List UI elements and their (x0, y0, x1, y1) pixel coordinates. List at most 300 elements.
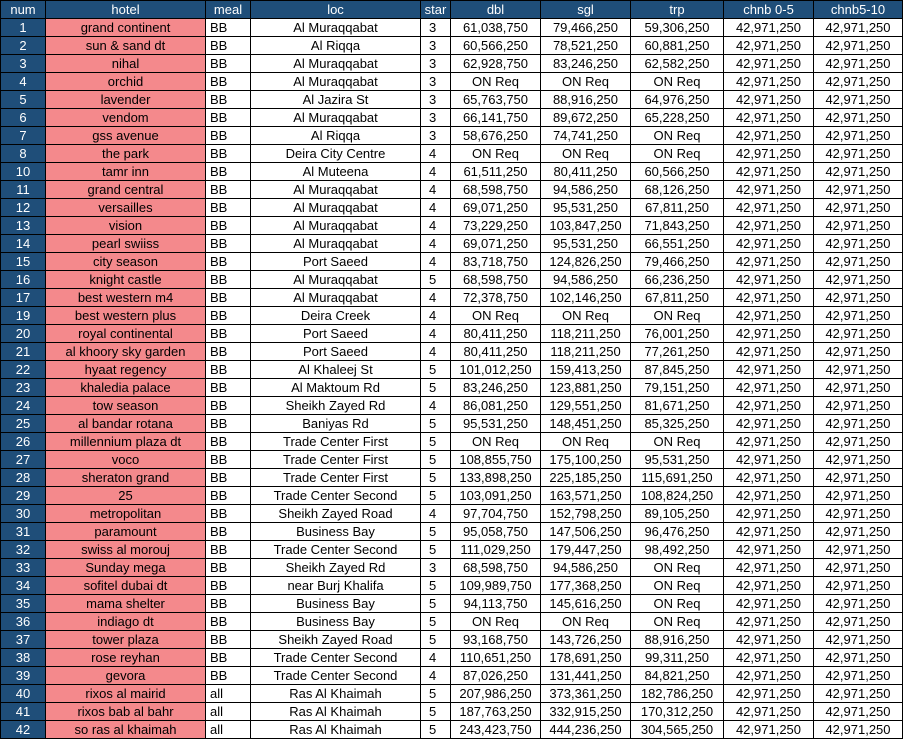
cell-chnb-5-10: 42,971,250 (814, 307, 903, 325)
cell-star: 5 (421, 595, 451, 613)
cell-chnb-0-5: 42,971,250 (724, 685, 814, 703)
cell-sgl: 129,551,250 (541, 397, 631, 415)
cell-trp: 89,105,250 (631, 505, 724, 523)
cell-chnb-0-5: 42,971,250 (724, 487, 814, 505)
cell-loc: Sheikh Zayed Road (251, 505, 421, 523)
cell-num: 3 (1, 55, 46, 73)
cell-num: 24 (1, 397, 46, 415)
cell-dbl: 111,029,250 (451, 541, 541, 559)
cell-meal: BB (206, 577, 251, 595)
cell-hotel: best western plus (46, 307, 206, 325)
cell-trp: 81,671,250 (631, 397, 724, 415)
cell-meal: all (206, 721, 251, 739)
cell-star: 3 (421, 19, 451, 37)
cell-loc: Al Khaleej St (251, 361, 421, 379)
cell-hotel: sheraton grand (46, 469, 206, 487)
cell-chnb-5-10: 42,971,250 (814, 433, 903, 451)
cell-num: 15 (1, 253, 46, 271)
cell-dbl: 80,411,250 (451, 343, 541, 361)
cell-num: 10 (1, 163, 46, 181)
cell-meal: BB (206, 91, 251, 109)
cell-loc: Port Saeed (251, 325, 421, 343)
cell-chnb-0-5: 42,971,250 (724, 667, 814, 685)
cell-dbl: 109,989,750 (451, 577, 541, 595)
cell-star: 5 (421, 271, 451, 289)
cell-sgl: 373,361,250 (541, 685, 631, 703)
cell-star: 5 (421, 631, 451, 649)
cell-star: 3 (421, 73, 451, 91)
cell-chnb-5-10: 42,971,250 (814, 379, 903, 397)
cell-star: 3 (421, 91, 451, 109)
cell-trp: 64,976,250 (631, 91, 724, 109)
cell-meal: BB (206, 235, 251, 253)
cell-chnb-5-10: 42,971,250 (814, 91, 903, 109)
cell-star: 4 (421, 325, 451, 343)
cell-trp: 60,566,250 (631, 163, 724, 181)
table-row (1, 145, 903, 163)
table-row (1, 73, 903, 91)
cell-hotel: vision (46, 217, 206, 235)
cell-chnb-5-10: 42,971,250 (814, 271, 903, 289)
cell-chnb-0-5: 42,971,250 (724, 649, 814, 667)
table-row (1, 253, 903, 271)
cell-hotel: sun & sand dt (46, 37, 206, 55)
cell-chnb-0-5: 42,971,250 (724, 721, 814, 739)
cell-chnb-5-10: 42,971,250 (814, 109, 903, 127)
cell-loc: Trade Center Second (251, 541, 421, 559)
cell-num: 12 (1, 199, 46, 217)
cell-loc: Al Muraqqabat (251, 181, 421, 199)
cell-chnb-0-5: 42,971,250 (724, 55, 814, 73)
cell-star: 3 (421, 55, 451, 73)
table-body (1, 19, 903, 739)
cell-sgl: 95,531,250 (541, 235, 631, 253)
cell-meal: BB (206, 451, 251, 469)
cell-hotel: hyaat regency (46, 361, 206, 379)
cell-loc: Trade Center First (251, 451, 421, 469)
cell-chnb-5-10: 42,971,250 (814, 595, 903, 613)
cell-trp: ON Req (631, 433, 724, 451)
cell-trp: ON Req (631, 613, 724, 631)
cell-num: 35 (1, 595, 46, 613)
cell-hotel: khaledia palace (46, 379, 206, 397)
cell-hotel: al bandar rotana (46, 415, 206, 433)
table-row (1, 433, 903, 451)
cell-num: 38 (1, 649, 46, 667)
cell-dbl: 69,071,250 (451, 199, 541, 217)
cell-num: 31 (1, 523, 46, 541)
cell-sgl: ON Req (541, 145, 631, 163)
cell-dbl: 103,091,250 (451, 487, 541, 505)
header-dbl: dbl (451, 1, 541, 19)
cell-dbl: ON Req (451, 433, 541, 451)
cell-num: 16 (1, 271, 46, 289)
cell-sgl: 124,826,250 (541, 253, 631, 271)
cell-loc: Al Muraqqabat (251, 19, 421, 37)
cell-sgl: ON Req (541, 613, 631, 631)
cell-num: 11 (1, 181, 46, 199)
cell-chnb-0-5: 42,971,250 (724, 433, 814, 451)
cell-hotel: orchid (46, 73, 206, 91)
cell-trp: 68,126,250 (631, 181, 724, 199)
cell-hotel: rixos al mairid (46, 685, 206, 703)
table-row (1, 307, 903, 325)
cell-star: 5 (421, 721, 451, 739)
cell-chnb-0-5: 42,971,250 (724, 595, 814, 613)
table-row (1, 523, 903, 541)
cell-chnb-5-10: 42,971,250 (814, 649, 903, 667)
cell-chnb-5-10: 42,971,250 (814, 235, 903, 253)
cell-num: 40 (1, 685, 46, 703)
cell-star: 5 (421, 469, 451, 487)
cell-meal: BB (206, 325, 251, 343)
cell-sgl: 332,915,250 (541, 703, 631, 721)
cell-star: 4 (421, 397, 451, 415)
cell-chnb-5-10: 42,971,250 (814, 325, 903, 343)
cell-chnb-0-5: 42,971,250 (724, 271, 814, 289)
cell-sgl: ON Req (541, 307, 631, 325)
table-row (1, 55, 903, 73)
cell-hotel: rose reyhan (46, 649, 206, 667)
cell-chnb-5-10: 42,971,250 (814, 541, 903, 559)
table-row (1, 361, 903, 379)
cell-dbl: 108,855,750 (451, 451, 541, 469)
cell-num: 20 (1, 325, 46, 343)
cell-loc: Al Muraqqabat (251, 199, 421, 217)
header-sgl: sgl (541, 1, 631, 19)
cell-chnb-0-5: 42,971,250 (724, 451, 814, 469)
cell-loc: Trade Center First (251, 469, 421, 487)
cell-num: 39 (1, 667, 46, 685)
cell-star: 4 (421, 667, 451, 685)
cell-meal: BB (206, 613, 251, 631)
cell-chnb-0-5: 42,971,250 (724, 289, 814, 307)
cell-meal: BB (206, 55, 251, 73)
cell-chnb-5-10: 42,971,250 (814, 469, 903, 487)
cell-star: 3 (421, 559, 451, 577)
table-row (1, 721, 903, 739)
cell-trp: 170,312,250 (631, 703, 724, 721)
cell-num: 2 (1, 37, 46, 55)
cell-dbl: 65,763,750 (451, 91, 541, 109)
table-row (1, 91, 903, 109)
cell-loc: Business Bay (251, 523, 421, 541)
cell-trp: 115,691,250 (631, 469, 724, 487)
cell-meal: BB (206, 631, 251, 649)
cell-loc: Trade Center First (251, 433, 421, 451)
cell-chnb-0-5: 42,971,250 (724, 307, 814, 325)
cell-chnb-0-5: 42,971,250 (724, 559, 814, 577)
cell-meal: BB (206, 73, 251, 91)
cell-chnb-5-10: 42,971,250 (814, 37, 903, 55)
cell-hotel: tower plaza (46, 631, 206, 649)
cell-loc: Trade Center Second (251, 649, 421, 667)
cell-chnb-0-5: 42,971,250 (724, 19, 814, 37)
cell-meal: BB (206, 37, 251, 55)
cell-hotel: tamr inn (46, 163, 206, 181)
cell-trp: ON Req (631, 307, 724, 325)
cell-dbl: 80,411,250 (451, 325, 541, 343)
cell-hotel: knight castle (46, 271, 206, 289)
cell-num: 25 (1, 415, 46, 433)
cell-hotel: swiss al morouj (46, 541, 206, 559)
cell-loc: Al Muraqqabat (251, 235, 421, 253)
cell-sgl: 94,586,250 (541, 559, 631, 577)
cell-dbl: 133,898,250 (451, 469, 541, 487)
header-chnb-5-10: chnb5-10 (814, 1, 903, 19)
cell-star: 5 (421, 703, 451, 721)
cell-dbl: ON Req (451, 73, 541, 91)
cell-hotel: so ras al khaimah (46, 721, 206, 739)
cell-dbl: 87,026,250 (451, 667, 541, 685)
cell-hotel: paramount (46, 523, 206, 541)
cell-sgl: 95,531,250 (541, 199, 631, 217)
cell-num: 27 (1, 451, 46, 469)
cell-hotel: grand central (46, 181, 206, 199)
cell-meal: BB (206, 253, 251, 271)
header-chnb-0-5: chnb 0-5 (724, 1, 814, 19)
cell-chnb-5-10: 42,971,250 (814, 361, 903, 379)
cell-chnb-5-10: 42,971,250 (814, 577, 903, 595)
cell-star: 3 (421, 127, 451, 145)
cell-loc: Al Riqqa (251, 37, 421, 55)
table-row (1, 649, 903, 667)
cell-chnb-0-5: 42,971,250 (724, 379, 814, 397)
cell-hotel: the park (46, 145, 206, 163)
header-star: star (421, 1, 451, 19)
cell-star: 5 (421, 577, 451, 595)
cell-num: 7 (1, 127, 46, 145)
table-row (1, 451, 903, 469)
cell-meal: BB (206, 433, 251, 451)
cell-sgl: ON Req (541, 433, 631, 451)
cell-star: 5 (421, 379, 451, 397)
cell-dbl: 95,058,750 (451, 523, 541, 541)
cell-sgl: 83,246,250 (541, 55, 631, 73)
cell-meal: BB (206, 145, 251, 163)
cell-star: 3 (421, 37, 451, 55)
cell-star: 4 (421, 163, 451, 181)
cell-star: 4 (421, 307, 451, 325)
cell-dbl: 94,113,750 (451, 595, 541, 613)
cell-chnb-0-5: 42,971,250 (724, 163, 814, 181)
table-row (1, 415, 903, 433)
cell-dbl: 97,704,750 (451, 505, 541, 523)
cell-dbl: 73,229,250 (451, 217, 541, 235)
cell-hotel: millennium plaza dt (46, 433, 206, 451)
cell-chnb-5-10: 42,971,250 (814, 55, 903, 73)
cell-loc: Trade Center Second (251, 667, 421, 685)
cell-loc: Al Muraqqabat (251, 55, 421, 73)
cell-trp: 65,228,250 (631, 109, 724, 127)
cell-sgl: 78,521,250 (541, 37, 631, 55)
cell-num: 5 (1, 91, 46, 109)
table-row (1, 109, 903, 127)
cell-dbl: 61,038,750 (451, 19, 541, 37)
cell-star: 5 (421, 451, 451, 469)
cell-trp: 304,565,250 (631, 721, 724, 739)
cell-chnb-5-10: 42,971,250 (814, 523, 903, 541)
cell-meal: BB (206, 343, 251, 361)
cell-num: 26 (1, 433, 46, 451)
cell-trp: 87,845,250 (631, 361, 724, 379)
cell-chnb-5-10: 42,971,250 (814, 181, 903, 199)
cell-trp: 67,811,250 (631, 289, 724, 307)
cell-hotel: gss avenue (46, 127, 206, 145)
cell-meal: BB (206, 379, 251, 397)
cell-trp: 66,236,250 (631, 271, 724, 289)
cell-meal: BB (206, 523, 251, 541)
cell-sgl: 89,672,250 (541, 109, 631, 127)
cell-num: 33 (1, 559, 46, 577)
table-row (1, 181, 903, 199)
cell-loc: Trade Center Second (251, 487, 421, 505)
cell-trp: 60,881,250 (631, 37, 724, 55)
cell-hotel: Sunday mega (46, 559, 206, 577)
cell-sgl: 179,447,250 (541, 541, 631, 559)
cell-num: 22 (1, 361, 46, 379)
table-row (1, 487, 903, 505)
table-row (1, 397, 903, 415)
cell-num: 17 (1, 289, 46, 307)
cell-num: 42 (1, 721, 46, 739)
cell-dbl: 61,511,250 (451, 163, 541, 181)
cell-trp: 98,492,250 (631, 541, 724, 559)
cell-sgl: 123,881,250 (541, 379, 631, 397)
cell-num: 19 (1, 307, 46, 325)
cell-meal: all (206, 685, 251, 703)
cell-sgl: 74,741,250 (541, 127, 631, 145)
cell-sgl: ON Req (541, 73, 631, 91)
cell-num: 23 (1, 379, 46, 397)
cell-hotel: sofitel dubai dt (46, 577, 206, 595)
cell-loc: Ras Al Khaimah (251, 685, 421, 703)
cell-chnb-5-10: 42,971,250 (814, 613, 903, 631)
table-row (1, 685, 903, 703)
cell-loc: Deira City Centre (251, 145, 421, 163)
header-num: num (1, 1, 46, 19)
cell-dbl: 66,141,750 (451, 109, 541, 127)
cell-dbl: 207,986,250 (451, 685, 541, 703)
cell-chnb-0-5: 42,971,250 (724, 523, 814, 541)
table-row (1, 343, 903, 361)
cell-dbl: 95,531,250 (451, 415, 541, 433)
cell-chnb-5-10: 42,971,250 (814, 73, 903, 91)
cell-trp: 99,311,250 (631, 649, 724, 667)
cell-loc: near Burj Khalifa (251, 577, 421, 595)
cell-chnb-5-10: 42,971,250 (814, 199, 903, 217)
cell-trp: 108,824,250 (631, 487, 724, 505)
cell-hotel: voco (46, 451, 206, 469)
cell-meal: BB (206, 217, 251, 235)
cell-dbl: 86,081,250 (451, 397, 541, 415)
cell-loc: Business Bay (251, 613, 421, 631)
cell-sgl: 159,413,250 (541, 361, 631, 379)
cell-chnb-5-10: 42,971,250 (814, 559, 903, 577)
cell-chnb-0-5: 42,971,250 (724, 361, 814, 379)
cell-hotel: metropolitan (46, 505, 206, 523)
cell-star: 4 (421, 199, 451, 217)
table-row (1, 289, 903, 307)
cell-star: 5 (421, 415, 451, 433)
cell-chnb-5-10: 42,971,250 (814, 451, 903, 469)
cell-chnb-5-10: 42,971,250 (814, 145, 903, 163)
cell-trp: 79,151,250 (631, 379, 724, 397)
cell-loc: Deira Creek (251, 307, 421, 325)
cell-trp: 76,001,250 (631, 325, 724, 343)
cell-meal: BB (206, 649, 251, 667)
cell-star: 5 (421, 361, 451, 379)
cell-num: 4 (1, 73, 46, 91)
cell-sgl: 178,691,250 (541, 649, 631, 667)
cell-num: 13 (1, 217, 46, 235)
cell-star: 4 (421, 235, 451, 253)
cell-hotel: city season (46, 253, 206, 271)
cell-num: 34 (1, 577, 46, 595)
cell-num: 6 (1, 109, 46, 127)
cell-chnb-0-5: 42,971,250 (724, 577, 814, 595)
cell-loc: Sheikh Zayed Rd (251, 559, 421, 577)
table-row (1, 271, 903, 289)
cell-hotel: mama shelter (46, 595, 206, 613)
table-row (1, 595, 903, 613)
cell-loc: Al Maktoum Rd (251, 379, 421, 397)
table-row (1, 199, 903, 217)
cell-dbl: 83,246,250 (451, 379, 541, 397)
table-row (1, 505, 903, 523)
table-row (1, 19, 903, 37)
cell-star: 5 (421, 685, 451, 703)
cell-meal: BB (206, 397, 251, 415)
cell-chnb-5-10: 42,971,250 (814, 343, 903, 361)
cell-trp: ON Req (631, 577, 724, 595)
cell-chnb-5-10: 42,971,250 (814, 703, 903, 721)
cell-trp: 62,582,250 (631, 55, 724, 73)
cell-meal: BB (206, 505, 251, 523)
cell-sgl: 143,726,250 (541, 631, 631, 649)
cell-dbl: 58,676,250 (451, 127, 541, 145)
cell-sgl: 118,211,250 (541, 325, 631, 343)
cell-chnb-0-5: 42,971,250 (724, 199, 814, 217)
cell-dbl: 101,012,250 (451, 361, 541, 379)
cell-star: 4 (421, 289, 451, 307)
cell-dbl: ON Req (451, 145, 541, 163)
header-loc: loc (251, 1, 421, 19)
cell-dbl: 72,378,750 (451, 289, 541, 307)
cell-chnb-0-5: 42,971,250 (724, 127, 814, 145)
cell-num: 41 (1, 703, 46, 721)
cell-chnb-0-5: 42,971,250 (724, 73, 814, 91)
cell-num: 28 (1, 469, 46, 487)
table-row (1, 235, 903, 253)
cell-meal: BB (206, 307, 251, 325)
cell-num: 29 (1, 487, 46, 505)
cell-meal: BB (206, 127, 251, 145)
cell-star: 5 (421, 523, 451, 541)
table-row (1, 379, 903, 397)
cell-loc: Al Muteena (251, 163, 421, 181)
cell-dbl: ON Req (451, 613, 541, 631)
cell-chnb-5-10: 42,971,250 (814, 19, 903, 37)
cell-loc: Al Muraqqabat (251, 109, 421, 127)
cell-loc: Ras Al Khaimah (251, 721, 421, 739)
cell-sgl: 103,847,250 (541, 217, 631, 235)
cell-meal: BB (206, 163, 251, 181)
cell-sgl: 80,411,250 (541, 163, 631, 181)
cell-num: 30 (1, 505, 46, 523)
cell-trp: ON Req (631, 127, 724, 145)
cell-dbl: 60,566,250 (451, 37, 541, 55)
